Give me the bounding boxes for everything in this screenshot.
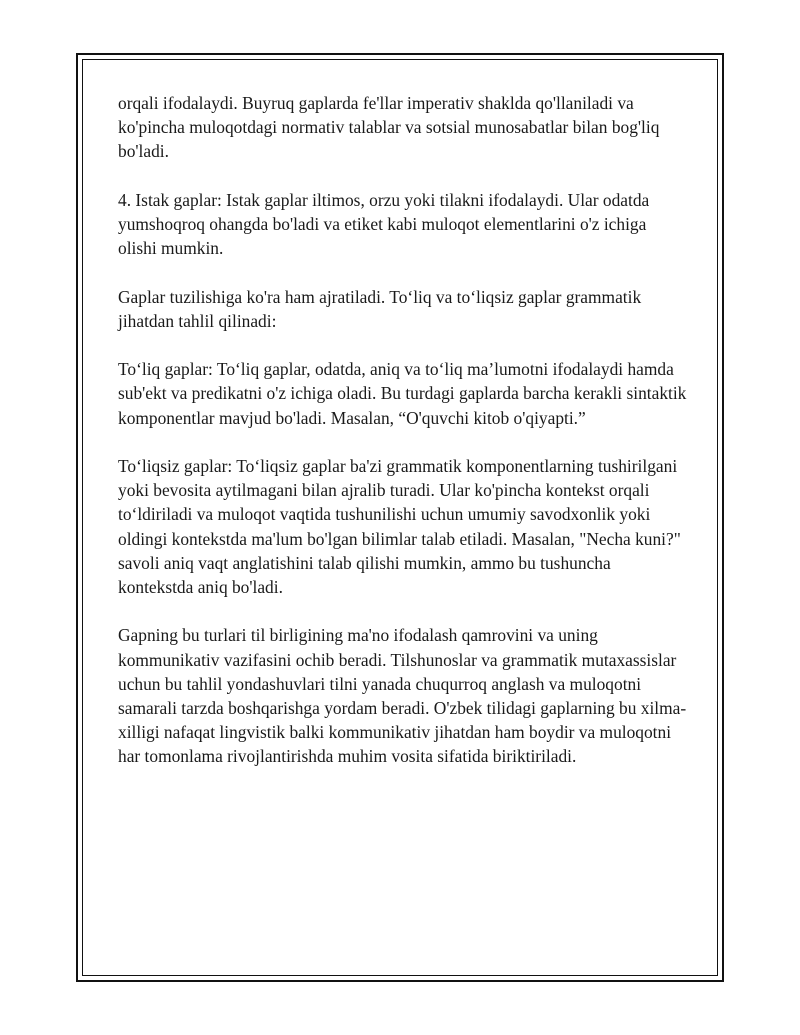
paragraph-optative-sentences: 4. Istak gaplar: Istak gaplar iltimos, orzu yoki tilakni ifodalaydi. Ular odatda yumshoqroq ohangda bo'ladi va etiket kabi muloqot elementlarini o'z ichiga olishi mumkin. (118, 189, 650, 259)
paragraph-structure-intro: Gaplar tuzilishiga ko'ra ham ajratiladi. To‘liq va to‘liqsiz gaplar grammatik jihatdan tahlil qilinadi: (118, 286, 642, 331)
paragraph-imperative-continuation: orqali ifodalaydi. Buyruq gaplarda fe'llar imperativ shaklda qo'llaniladi va ko'pincha muloqotdagi normativ talablar va sotsial munosabatlar bilan bog'liq bo'ladi. (118, 93, 660, 162)
document-body (118, 91, 688, 793)
paragraph-complete-sentences: To‘liq gaplar: To‘liq gaplar, odatda, aniq va to‘liq ma’lumotni ifodalaydi hamda sub'ekt va predikatni o'z ichiga oladi. Bu turdagi gaplarda barcha kerakli sintaktik komponentlar mavjud bo'ladi. Masalan, “O'quvchi kitob o'qiyapti.” (118, 359, 687, 428)
paragraph-incomplete-sentences: To‘liqsiz gaplar: To‘liqsiz gaplar ba'zi grammatik komponentlarning tushirilgani yoki bevosita aytilmagani bilan ajralib turadi. Ular ko'pincha kontekst orqali to‘ldiriladi va muloqot vaqtida tushunilishi uchun umumiy savodxonlik yoki oldingi kontekstda ma'lum bo'lgan bilimlar talab etiladi. Masalan, "Necha kuni?" savoli aniq vaqt anglatishini talab qilishi mumkin, ammo bu tushuncha kontekstda aniq bo'ladi. (118, 455, 681, 597)
paragraph-conclusion: Gapning bu turlari til birligining ma'no ifodalash qamrovini va uning kommunikativ vazifasini ochib beradi. Tilshunoslar va grammatik mutaxassislar uchun bu tahlil yondashuvlari tilni yanada chuqurroq anglash va muloqotni samarali tarzda boshqarishga yordam beradi. O'zbek tilidagi gaplarning bu xilma-xilligi nafaqat lingvistik balki kommunikativ jihatdan ham boydir va muloqotni har tomonlama rivojlantirishda muhim vosita sifatida biriktiriladi. (118, 625, 687, 767)
